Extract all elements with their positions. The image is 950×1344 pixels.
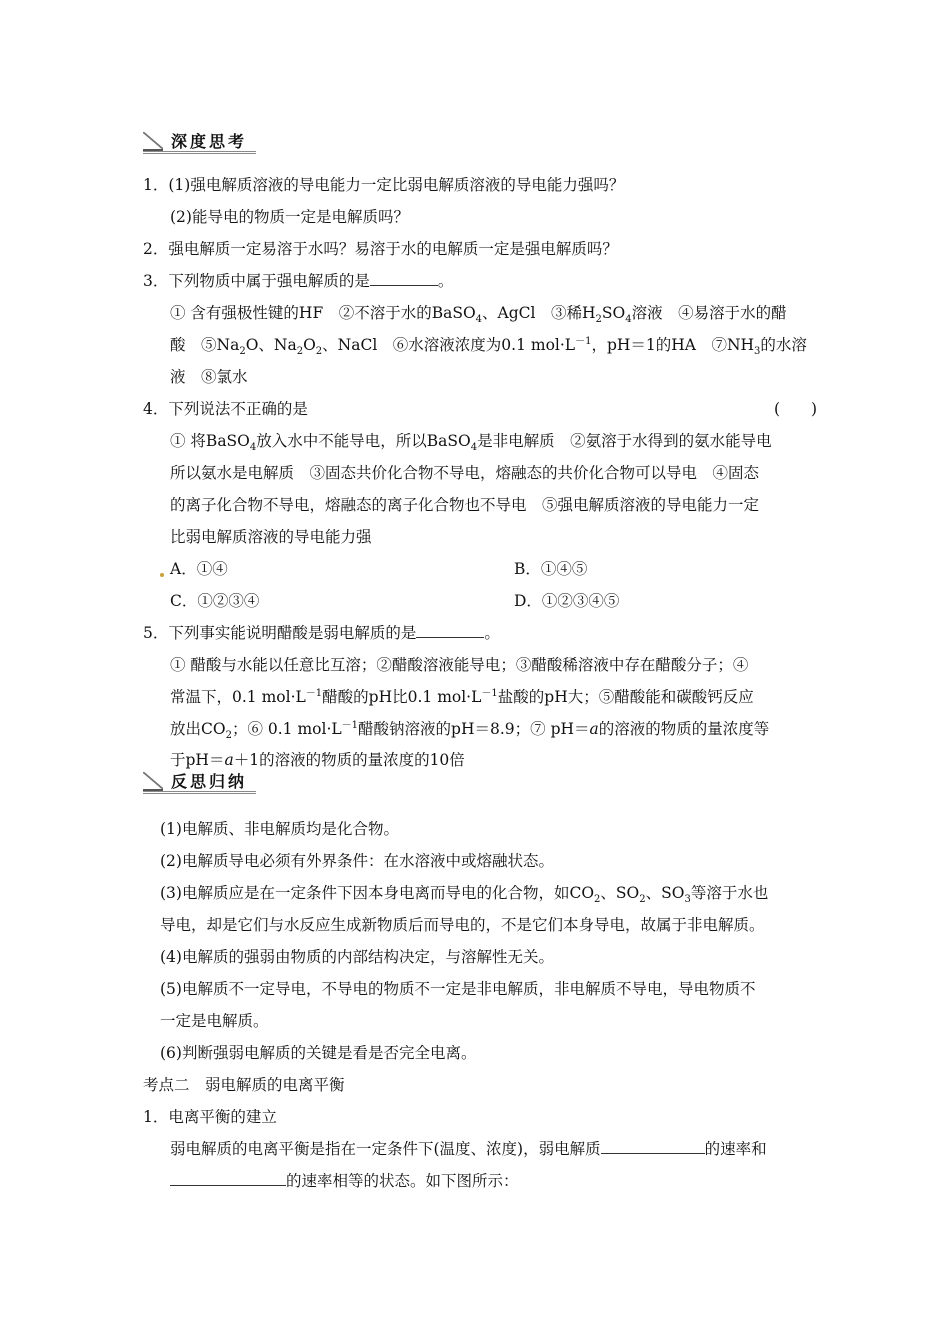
text: 是非电解质 ②氨溶于水得到的氨水能导电: [477, 432, 772, 450]
text: 放入水中不能导电，所以BaSO: [256, 432, 471, 450]
topic-heading: 考点二 弱电解质的电离平衡: [143, 1076, 345, 1094]
subscript: 2: [594, 894, 601, 906]
section-title: 深度思考: [171, 132, 248, 151]
subsection-heading: 1．电离平衡的建立: [143, 1108, 277, 1126]
question-3-line-1: [170, 302, 787, 324]
summary-point-4: (4)电解质的强弱由物质的内部结构决定，与溶解性无关。: [160, 948, 554, 966]
text: O、Na: [245, 336, 297, 354]
answer-blank: [416, 623, 484, 638]
subscript: 2: [595, 314, 602, 326]
question-4-line-1: [170, 430, 772, 452]
question-3-line-3: 液 ⑧氯水: [170, 368, 248, 386]
text: 、SO: [645, 884, 685, 902]
text: 溶液 ④易溶于水的醋: [631, 304, 787, 322]
summary-point-1: (1)电解质、非电解质均是化合物。: [160, 820, 399, 838]
superscript: －1: [481, 687, 498, 699]
question-2: 2．强电解质一定易溶于水吗？易溶于水的电解质一定是强电解质吗？: [143, 240, 618, 258]
subscript: 2: [315, 346, 323, 358]
text: 常温下，0.1 mol·L: [170, 688, 306, 706]
text: (3)电解质应是在一定条件下因本身电离而导电的化合物，如CO: [160, 884, 595, 902]
stem-end: 。: [437, 272, 454, 290]
summary-point-5-line-1: (5)电解质不一定导电，不导电的物质不一定是非电解质，非电解质不导电，导电物质不: [160, 980, 756, 998]
text: 醋酸钠溶液的pH＝8.9；⑦ pH＝: [358, 720, 590, 738]
answer-blank: [370, 271, 438, 286]
section-marker-icon: [143, 772, 163, 791]
text: 盐酸的pH大；⑤醋酸能和碳酸钙反应: [497, 688, 754, 706]
text: 等溶于水也: [690, 884, 769, 902]
text: ① 含有强极性键的HF ②不溶于水的BaSO: [170, 304, 476, 322]
stem-end: 。: [484, 624, 500, 642]
summary-point-3-line-2: 导电，却是它们与水反应生成新物质后而导电的，不是它们本身导电，故属于非电解质。: [160, 916, 765, 934]
option-c: C．①②③④: [170, 592, 260, 610]
section-underline: [143, 791, 256, 794]
summary-point-3-line-1: [160, 882, 768, 904]
subscript: 2: [296, 346, 304, 358]
answer-blank: [601, 1139, 705, 1154]
question-5-line-3: [170, 718, 769, 740]
question-5-line-2: [170, 686, 754, 708]
text: ；⑥ 0.1 mol·L: [231, 720, 342, 738]
summary-point-2: (2)电解质导电必须有外界条件：在水溶液中或熔融状态。: [160, 852, 554, 870]
italic-variable: a: [224, 751, 234, 769]
text: 放出CO: [170, 720, 226, 738]
answer-blank: [170, 1171, 286, 1186]
subscript: 4: [625, 314, 632, 326]
text: O: [303, 336, 316, 354]
definition-line-1: [170, 1138, 767, 1160]
superscript: －1: [341, 719, 359, 731]
summary-point-6: (6)判断强弱电解质的关键是看是否完全电离。: [160, 1044, 477, 1062]
question-4-stem: 4．下列说法不正确的是: [143, 400, 308, 418]
stem-text: 3．下列物质中属于强电解质的是: [143, 272, 370, 290]
subscript: 3: [684, 894, 691, 906]
question-5-line-1: ① 醋酸与水能以任意比互溶；②醋酸溶液能导电；③醋酸稀溶液中存在醋酸分子；④: [170, 656, 749, 674]
text: 的溶液的物质的量浓度等: [598, 720, 770, 738]
superscript: －1: [575, 335, 592, 347]
text: 、SO: [600, 884, 640, 902]
question-5-line-4: [170, 749, 465, 771]
question-3-stem: [143, 270, 453, 292]
option-b: B．①④⑤: [514, 560, 588, 578]
stem-text: 5．下列事实能说明醋酸是弱电解质的是: [143, 624, 417, 642]
answer-parentheses: ( ): [774, 400, 818, 418]
section-underline: [143, 151, 256, 154]
question-5-stem: [143, 622, 500, 644]
subscript: 4: [470, 442, 478, 454]
subscript: 2: [639, 894, 646, 906]
text: 的速率相等的状态。如下图所示：: [286, 1172, 519, 1190]
subscript: 4: [475, 314, 483, 326]
subscript: 3: [754, 346, 761, 358]
subscript: 2: [239, 346, 246, 358]
subscript: 4: [249, 442, 257, 454]
section-marker-icon: [143, 132, 163, 151]
question-1-line-2: (2)能导电的物质一定是电解质吗？: [170, 208, 409, 226]
text: 的速率和: [704, 1140, 767, 1158]
question-4-line-4: 比弱电解质溶液的导电能力强: [170, 528, 372, 546]
text: ① 将BaSO: [170, 432, 250, 450]
option-a: A．①④: [170, 560, 228, 578]
text: 的水溶: [760, 336, 807, 354]
text: 于pH＝: [170, 751, 225, 769]
text: 弱电解质的电离平衡是指在一定条件下(温度、浓度)，弱电解质: [170, 1140, 601, 1158]
summary-point-5-line-2: 一定是电解质。: [160, 1012, 269, 1030]
italic-variable: a: [589, 720, 599, 738]
text: ，pH＝1的HA ⑦NH: [591, 336, 755, 354]
text: 、AgCl ③稀H: [482, 304, 596, 322]
option-d: D．①②③④⑤: [514, 592, 620, 610]
text: SO: [601, 304, 626, 322]
section-heading-reflection: [143, 770, 256, 796]
section-title: 反思归纳: [171, 772, 248, 791]
subscript: 2: [225, 730, 232, 742]
text: 酸 ⑤Na: [170, 336, 240, 354]
question-4-line-3: 的离子化合物不导电，熔融态的离子化合物也不导电 ⑤强电解质溶液的导电能力一定: [170, 496, 760, 514]
question-1-line-1: 1．(1)强电解质溶液的导电能力一定比弱电解质溶液的导电能力强吗？: [143, 176, 625, 194]
section-heading-deep-thinking: [143, 130, 256, 156]
margin-dot: [160, 573, 164, 577]
superscript: －1: [305, 687, 323, 699]
text: 醋酸的pH比0.1 mol·L: [322, 688, 482, 706]
question-4-line-2: 所以氨水是电解质 ③固态共价化合物不导电，熔融态的共价化合物可以导电 ④固态: [170, 464, 760, 482]
text: ＋1的溶液的物质的量浓度的10倍: [233, 751, 465, 769]
question-3-line-2: [170, 334, 807, 356]
text: 、NaCl ⑥水溶液浓度为0.1 mol·L: [322, 336, 576, 354]
definition-line-2: [170, 1170, 519, 1192]
